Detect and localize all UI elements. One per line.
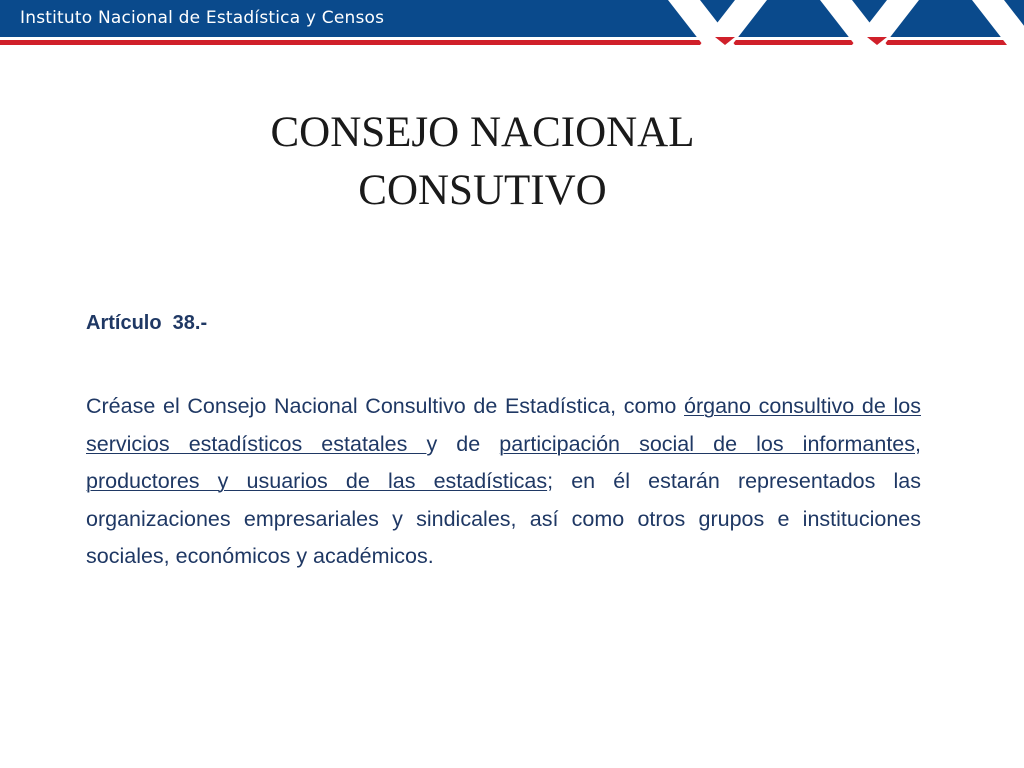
slide-title xyxy=(200,104,765,220)
article-body-segment: , xyxy=(915,431,921,456)
article-body-segment: ; en él estarán representados las organizaciones empresariales y sindicales, así como otros grupos e instituciones sociales, económicos y académicos. xyxy=(86,469,922,568)
article-body-underlined-segment: productores y usuarios de las estadísticas xyxy=(86,469,548,493)
article-body-segment: Créase el Consejo Nacional Consultivo de Estadística, como xyxy=(86,394,685,418)
article-body xyxy=(86,388,921,576)
article-body-underlined-segment: participación social de los informantes xyxy=(499,431,916,456)
slide-title-line1: CONSEJO NACIONAL xyxy=(270,109,695,156)
header-banner xyxy=(0,0,1024,50)
header-title: Instituto Nacional de Estadística y Censos xyxy=(20,8,385,28)
article-body-underlined-segment: órgano consultivo de los servicios estadísticos estatales xyxy=(86,394,921,456)
article-heading: Artículo 38.- xyxy=(86,312,208,334)
article-body-segment: y de xyxy=(426,431,500,456)
slide-title-line2: CONSUTIVO xyxy=(358,167,607,214)
